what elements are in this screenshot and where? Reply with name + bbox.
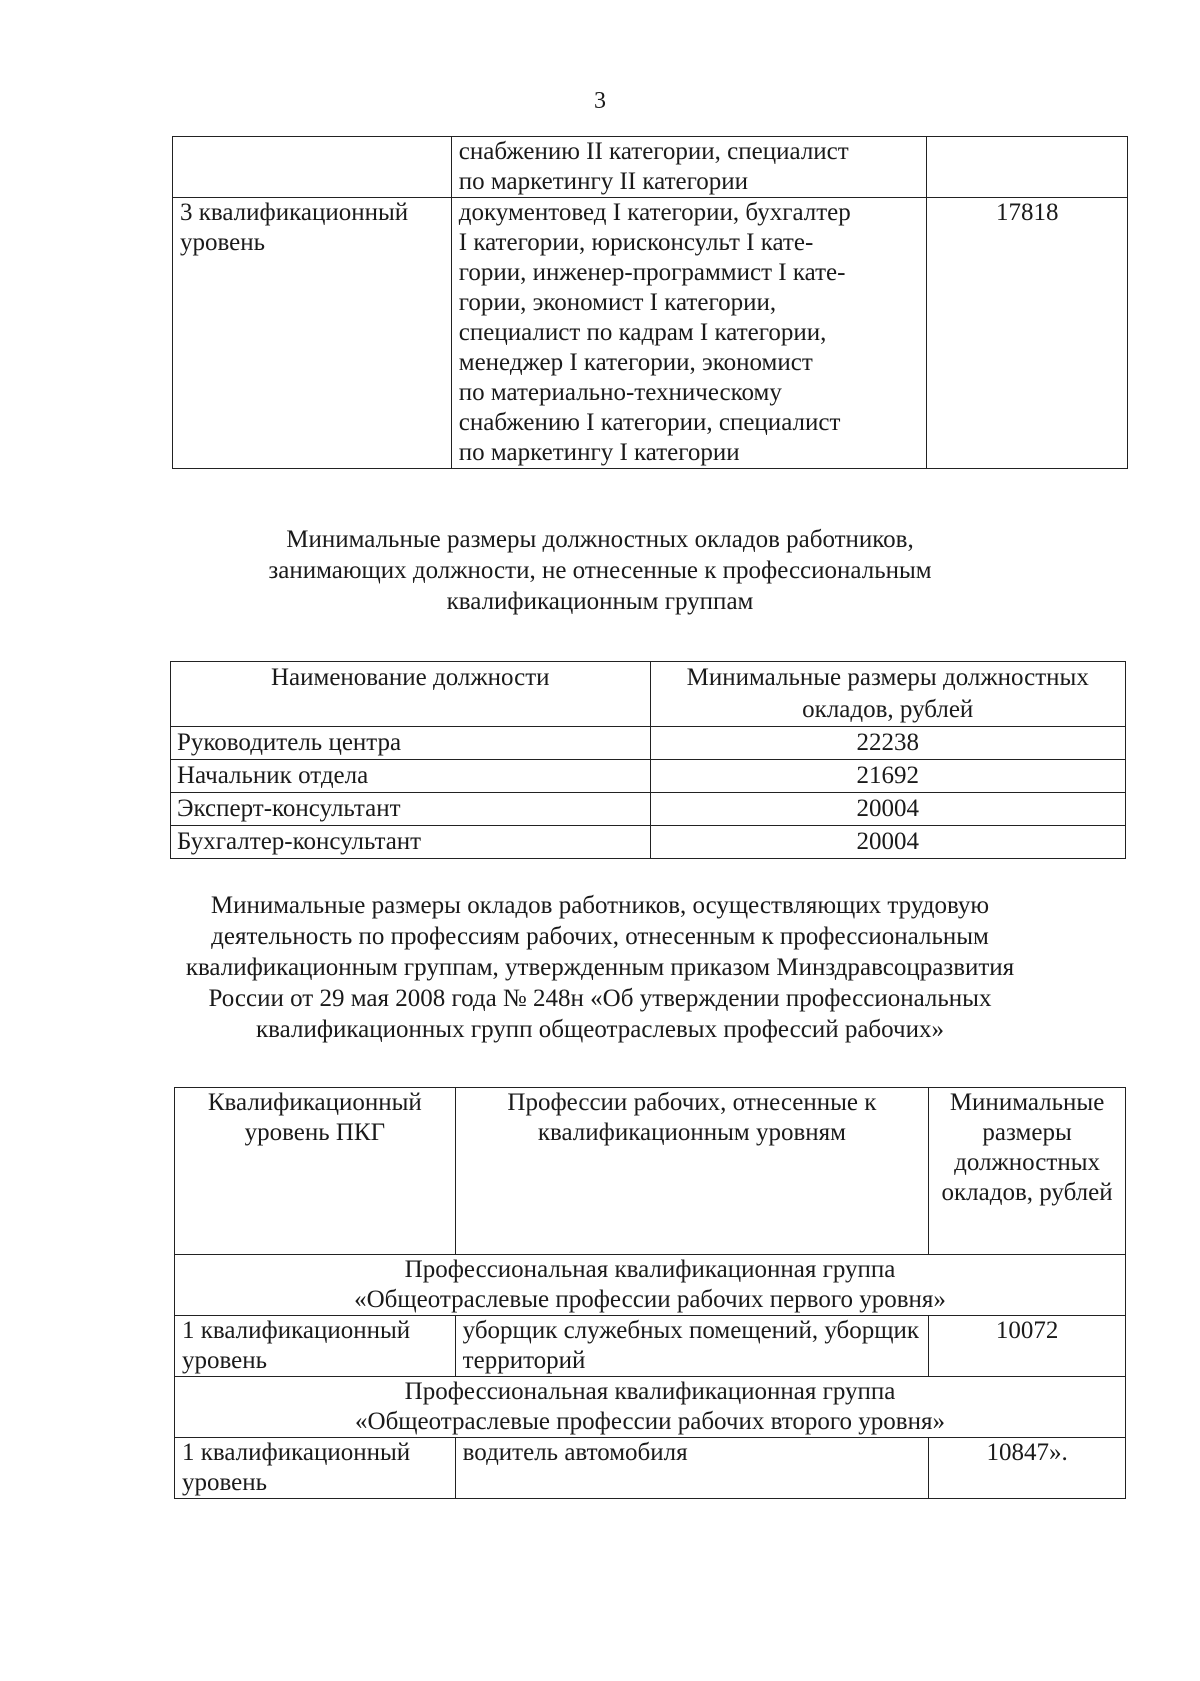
- table-row: [173, 137, 1128, 198]
- position-cell: Эксперт-консультант: [171, 793, 651, 826]
- table-row: [171, 727, 1126, 760]
- positions-line: по материально-техническому: [458, 379, 782, 406]
- table-row: [175, 1438, 1126, 1499]
- group-title-line: «Общеотраслевые профессии рабочих второго уровня»: [355, 1408, 945, 1435]
- non-qualified-positions-table: [170, 661, 1126, 859]
- position-cell: Начальник отдела: [171, 760, 651, 793]
- professions-cell: водитель автомобиля: [455, 1438, 928, 1499]
- salary-table-continuation: [172, 136, 1128, 469]
- table-row: [173, 198, 1128, 469]
- group-title-row: [175, 1377, 1126, 1438]
- column-header-position: Наименование должности: [171, 662, 651, 727]
- table-row: [171, 793, 1126, 826]
- positions-line: документовед I категории, бухгалтер: [458, 199, 851, 226]
- heading-line: деятельность по профессиям рабочих, отнесенным к профессиональным: [211, 923, 989, 950]
- positions-cell: [451, 137, 927, 198]
- salary-cell: 10072: [929, 1316, 1126, 1377]
- group-title-line: Профессиональная квалификационная группа: [404, 1378, 896, 1405]
- column-header-level: Квалификационный уровень ПКГ: [175, 1088, 456, 1255]
- positions-line: снабжению II категории, специалист: [458, 138, 849, 165]
- position-cell: Бухгалтер-консультант: [171, 826, 651, 859]
- level-cell: 1 квалификационный уровень: [175, 1316, 456, 1377]
- heading-line: Минимальные размеры должностных окладов работников,: [286, 526, 914, 553]
- positions-cell: [451, 198, 927, 469]
- column-header-salary: Минимальные размеры должностных окладов, рублей: [929, 1088, 1126, 1255]
- positions-line: гории, экономист I категории,: [458, 289, 777, 316]
- salary-cell: 17818: [927, 198, 1128, 469]
- column-header-salary: Минимальные размеры должностных окладов, рублей: [650, 662, 1126, 727]
- heading-line: квалификационным группам, утвержденным приказом Минздравсоцразвития: [185, 954, 1015, 981]
- group-title-line: Профессиональная квалификационная группа: [404, 1256, 896, 1283]
- group-title-line: «Общеотраслевые профессии рабочих первого уровня»: [354, 1286, 946, 1313]
- level-cell: 3 квалификационный уровень: [173, 198, 452, 469]
- heading-line: квалификационным группам: [446, 588, 754, 615]
- level-cell: 1 квалификационный уровень: [175, 1438, 456, 1499]
- column-header-professions: Профессии рабочих, отнесенные к квалификационным уровням: [455, 1088, 928, 1255]
- group-title-row: [175, 1255, 1126, 1316]
- positions-line: менеджер I категории, экономист: [458, 349, 813, 376]
- page-number: 3: [594, 88, 606, 114]
- heading-line: России от 29 мая 2008 года № 248н «Об утверждении профессиональных: [208, 985, 992, 1012]
- table-header-row: [175, 1088, 1126, 1255]
- heading-line: занимающих должности, не отнесенные к профессиональным: [268, 557, 932, 584]
- positions-line: I категории, юрисконсульт I кате-: [458, 229, 814, 256]
- table-row: [171, 760, 1126, 793]
- salary-cell: 20004: [650, 826, 1126, 859]
- salary-cell: [927, 137, 1128, 198]
- salary-cell: 22238: [650, 727, 1126, 760]
- professions-cell: уборщик служебных помещений, уборщик территорий: [455, 1316, 928, 1377]
- position-cell: Руководитель центра: [171, 727, 651, 760]
- positions-line: гории, инженер-программист I кате-: [458, 259, 846, 286]
- table-header-row: [171, 662, 1126, 727]
- worker-professions-table: [174, 1087, 1126, 1499]
- salary-cell: 10847».: [929, 1438, 1126, 1499]
- positions-line: по маркетингу I категории: [458, 439, 740, 466]
- section-heading-workers: [0, 890, 1200, 1045]
- positions-line: по маркетингу II категории: [458, 168, 748, 195]
- heading-line: квалификационных групп общеотраслевых профессий рабочих»: [256, 1016, 944, 1043]
- level-cell: [173, 137, 452, 198]
- positions-line: специалист по кадрам I категории,: [458, 319, 827, 346]
- salary-cell: 20004: [650, 793, 1126, 826]
- salary-cell: 21692: [650, 760, 1126, 793]
- heading-line: Минимальные размеры окладов работников, осуществляющих трудовую: [210, 892, 990, 919]
- table-row: [175, 1316, 1126, 1377]
- positions-line: снабжению I категории, специалист: [458, 409, 841, 436]
- section-heading-non-qualified: [0, 524, 1200, 617]
- group-title-cell: [175, 1255, 1126, 1316]
- group-title-cell: [175, 1377, 1126, 1438]
- table-row: [171, 826, 1126, 859]
